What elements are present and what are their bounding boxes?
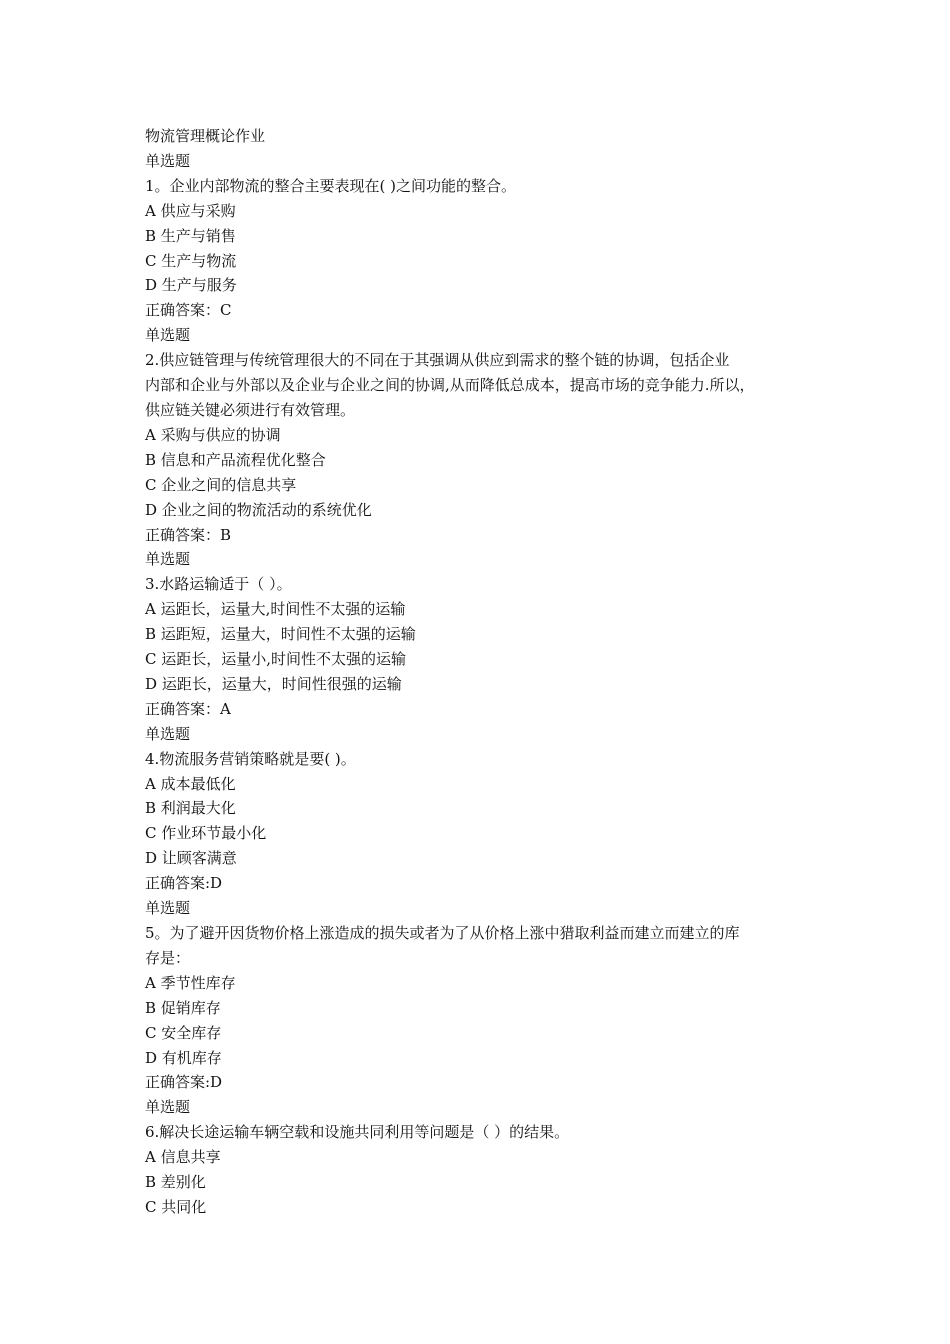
option-b: B 促销库存 bbox=[145, 998, 221, 1017]
question-type: 单选题 bbox=[145, 724, 191, 743]
option-c: C 作业环节最小化 bbox=[145, 824, 267, 843]
question-stem: 1。企业内部物流的整合主要表现在( )之间功能的整合。 bbox=[145, 176, 517, 195]
question-type: 单选题 bbox=[145, 326, 191, 345]
option-d: D 生产与服务 bbox=[145, 276, 237, 295]
correct-answer: 正确答案：A bbox=[145, 699, 231, 718]
question-2 bbox=[145, 323, 825, 547]
option-a: A 信息共享 bbox=[145, 1148, 221, 1167]
question-stem-line-1: 2.供应链管理与传统管理很大的不同在于其强调从供应到需求的整个链的协调，包括企业 bbox=[145, 351, 730, 370]
question-type: 单选题 bbox=[145, 151, 191, 170]
question-4 bbox=[145, 722, 825, 896]
option-a: A 成本最低化 bbox=[145, 774, 236, 793]
question-stem: 3.水路运输适于（ ）。 bbox=[145, 575, 292, 594]
option-a: A 季节性库存 bbox=[145, 973, 236, 992]
question-stem-line-2: 内部和企业与外部以及企业与企业之间的协调,从而降低总成本，提高市场的竞争能力.所以， bbox=[145, 376, 755, 395]
option-d: D 企业之间的物流活动的系统优化 bbox=[145, 500, 372, 519]
option-b: B 利润最大化 bbox=[145, 799, 236, 818]
question-1 bbox=[145, 149, 825, 323]
question-3 bbox=[145, 547, 825, 721]
option-c: C 企业之间的信息共享 bbox=[145, 475, 297, 494]
option-b: B 差别化 bbox=[145, 1173, 206, 1192]
question-6 bbox=[145, 1095, 825, 1220]
question-type: 单选题 bbox=[145, 899, 191, 918]
question-type: 单选题 bbox=[145, 1098, 191, 1117]
document-title: 物流管理概论作业 bbox=[145, 127, 266, 145]
correct-answer: 正确答案：C bbox=[145, 301, 232, 320]
option-d: D 有机库存 bbox=[145, 1048, 222, 1067]
document-page bbox=[145, 124, 825, 1220]
question-stem-line-2: 存是： bbox=[145, 948, 191, 967]
option-c: C 安全库存 bbox=[145, 1023, 222, 1042]
question-stem-line-3: 供应链关键必须进行有效管理。 bbox=[145, 400, 356, 419]
option-b: B 生产与销售 bbox=[145, 226, 236, 245]
option-c: C 生产与物流 bbox=[145, 251, 237, 270]
question-stem: 6.解决长途运输车辆空载和设施共同利用等问题是（ ）的结果。 bbox=[145, 1123, 570, 1142]
correct-answer: 正确答案:D bbox=[145, 874, 223, 893]
option-c: C 运距长，运量小,时间性不太强的运输 bbox=[145, 650, 407, 669]
option-a: A 采购与供应的协调 bbox=[145, 425, 281, 444]
option-a: A 供应与采购 bbox=[145, 201, 236, 220]
question-stem-line-1: 5。为了避开因货物价格上涨造成的损失或者为了从价格上涨中猎取利益而建立而建立的库 bbox=[145, 924, 740, 942]
option-d: D 运距长，运量大，时间性很强的运输 bbox=[145, 674, 402, 693]
question-type: 单选题 bbox=[145, 550, 191, 569]
option-a: A 运距长，运量大,时间性不太强的运输 bbox=[145, 600, 406, 619]
option-b: B 信息和产品流程优化整合 bbox=[145, 450, 326, 469]
question-5 bbox=[145, 896, 825, 1095]
option-b: B 运距短，运量大，时间性不太强的运输 bbox=[145, 625, 416, 644]
question-stem: 4.物流服务营销策略就是要( )。 bbox=[145, 749, 356, 768]
option-c: C 共同化 bbox=[145, 1197, 207, 1216]
correct-answer: 正确答案：B bbox=[145, 525, 232, 544]
option-d: D 让顾客满意 bbox=[145, 849, 237, 868]
correct-answer: 正确答案:D bbox=[145, 1073, 223, 1092]
